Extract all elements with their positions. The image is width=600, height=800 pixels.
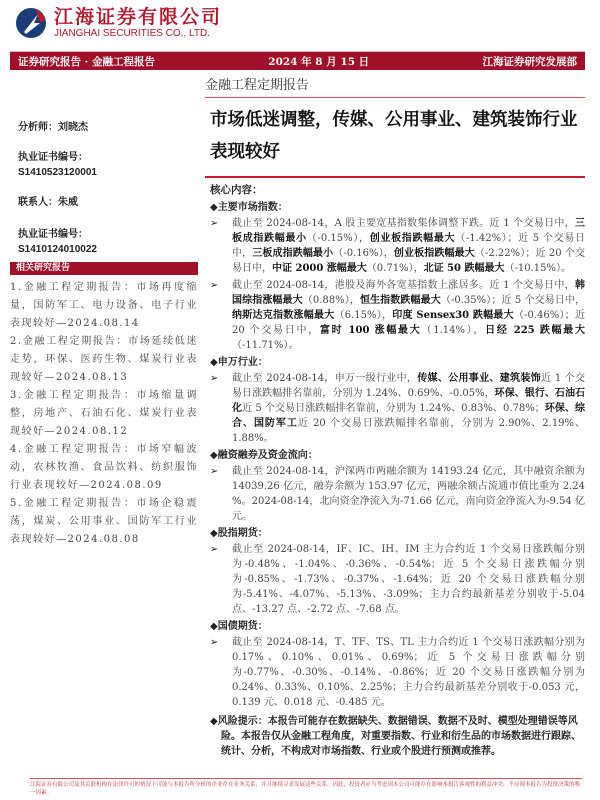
cert-label: 执业证书编号： bbox=[18, 152, 88, 163]
body-text: 截止至 2024-08-14，IF、IC、IH、IM 主力合约近 1 个交易日涨跌幅分别为-0.48%、-1.04%、-0.36%、-0.54%；近 5 个交易日涨跌幅分别为-0.85%、-1.73%、-0.37%、-1.64%；近 20 个交易日涨跌幅分别为-5.41%、-4.07%、-5.13%、-3.09%；主力合约最新基差分别收于-5.04 点、-13.27 点、-2.72 点、-7.68 点。 bbox=[232, 544, 585, 615]
highlight-text: 日经 225 跌幅最大 bbox=[485, 325, 585, 336]
section-title: ◆融资融券及资金流向： bbox=[210, 450, 318, 461]
bullet-paragraph bbox=[210, 278, 585, 353]
section-title: ◆国债期货： bbox=[210, 621, 268, 632]
body-text: （-0.35%）；近 5 个交易日中， bbox=[440, 295, 586, 306]
highlight-text: 传媒、公用事业、建筑装饰 bbox=[417, 373, 542, 384]
highlight-text: 三板成指跌幅最小 bbox=[232, 218, 585, 244]
arrow-bullet-icon: ➢ bbox=[210, 637, 219, 648]
logo-mark-icon bbox=[14, 6, 48, 40]
body-text: 近 20 个交易日涨跌幅排名靠前，分别为 2.90%、2.19%、1.88%。 bbox=[232, 418, 586, 444]
cert-number: S1410124010022 bbox=[18, 244, 97, 255]
report-type: 金融工程定期报告 bbox=[205, 78, 310, 93]
body-text: 截止至 2024-08-14，沪深两市两融余额为 14193.24 亿元，其中融资余额为 14039.26 亿元，融券余额为 153.97 亿元，两融余额占流通市值比重为 2.24 %。2024-08-14，北向资金净流入为-71.66 亿元，南向资金净流入为-9.54 亿元。 bbox=[232, 466, 585, 522]
body-text: （6.15%）， bbox=[334, 310, 393, 321]
page-title: 市场低迷调整，传媒、公用事业、建筑装饰行业表现较好 bbox=[210, 110, 578, 162]
body-text: （0.71%）， bbox=[366, 263, 424, 274]
report-category: 证券研究报告 · 金融工程报告 bbox=[18, 55, 155, 68]
core-label: 核心内容： bbox=[210, 184, 263, 196]
body-text: （-10.15%）。 bbox=[504, 263, 571, 274]
arrow-bullet-icon: ➢ bbox=[210, 280, 219, 291]
highlight-text: 富时 100 涨幅最大 bbox=[319, 325, 422, 336]
highlight-text: 创业板指跌幅最大 bbox=[369, 233, 456, 244]
related-report-link[interactable]: 5.金融工程定期报告：市场企稳震荡，煤炭、公用事业、国防军工行业表现较好—2024.08.08 bbox=[10, 498, 198, 545]
bullet-paragraph bbox=[210, 635, 585, 710]
highlight-text: 韩国综指涨幅最大 bbox=[232, 280, 585, 306]
highlight-text: 恒生指数跌幅最大 bbox=[359, 295, 441, 306]
cert-label: 执业证书编号： bbox=[18, 229, 88, 240]
logo-en: JIANGHAI SECURITIES CO., LTD. bbox=[54, 28, 210, 39]
related-reports-header: 相关研究报告 bbox=[10, 262, 198, 275]
report-date: 2024 年 8 月 15 日 bbox=[268, 55, 370, 68]
contact: 联系人：朱威 bbox=[18, 197, 78, 208]
section-title: ◆申万行业： bbox=[210, 357, 268, 368]
core-content bbox=[210, 182, 585, 759]
related-report-link[interactable]: 2.金融工程定期报告：市场延续低迷走势，环保、医药生物、煤炭行业表现较好—2024.08.13 bbox=[10, 336, 198, 383]
highlight-text: 创业板指跌幅最大 bbox=[393, 248, 475, 259]
risk-warning: ◆风险提示：本报告可能存在数据缺失、数据错误、数据不及时、模型处理错误等风险。本报告仅从金融工程角度，对重要指数、行业和衍生品的市场数据进行跟踪、统计、分析，不构成对市场指数、行业或个股进行预测或推荐。 bbox=[210, 716, 581, 757]
disclaimer: 江海证券有限公司及其关联机构在法律许可的情况下可能与本报告所分析的企业存在业务关系，并且继续寻求发展这些关系。因此，投资者应当考虑到本公司可能存在影响本报告客观性的利益冲突，不应视本报告为投资决策的唯一因素。 bbox=[30, 782, 581, 796]
body-text: （-1.42%）；近 5 个交易日中， bbox=[232, 233, 586, 259]
related-reports-list bbox=[10, 279, 198, 549]
logo-cn: 江海证券有限公司 bbox=[54, 6, 223, 28]
bullet-paragraph bbox=[210, 216, 585, 276]
body-text: 近 5 个交易日涨跌幅排名靠前，分别为 1.24%、0.83%、0.78%； bbox=[242, 403, 545, 414]
body-text: （-2.22%）；近 20 个交易日中， bbox=[232, 248, 586, 274]
body-text: （-0.46%）；近 20 个交易日中， bbox=[232, 310, 585, 336]
related-report-link[interactable]: 4.金融工程定期报告：市场窄幅波动，农林牧渔、食品饮料、纺织服饰行业表现较好—2024.08.09 bbox=[10, 444, 198, 491]
cert-number: S1410523120001 bbox=[18, 167, 97, 178]
section-title: ◆主要市场指数： bbox=[210, 202, 288, 213]
body-text: 截止至 2024-08-14，T、TF、TS、TL 主力合约近 1 个交易日涨跌幅分别为 0.17%、0.10%、0.01%、0.69%；近 5 个交易日涨跌幅分别为-0.77%、-0.30%、-0.14%、-0.86%；近 20 个交易日涨跌幅分别为 0.24%、0.33%、0.10%、2.25%；主力合约最新基差分别收于-0.053 元，0.139 元、0.018 元、-0.485 元。 bbox=[232, 637, 585, 708]
divider bbox=[205, 176, 585, 178]
highlight-text: 北证 50 跌幅最大 bbox=[423, 263, 505, 274]
body-text: （1.14%）， bbox=[421, 325, 486, 336]
body-text: （-0.15%）， bbox=[306, 233, 370, 244]
highlight-text: 环保、综合、国防军工 bbox=[232, 403, 586, 429]
body-text: 截止至 2024-08-14，港股及海外各宽基指数上涨居多。近 1 个交易日中， bbox=[232, 280, 575, 291]
department: 江海证券研究发展部 bbox=[482, 55, 577, 68]
company-logo bbox=[14, 6, 222, 40]
divider bbox=[30, 778, 582, 779]
highlight-text: 三板成指跌幅最小 bbox=[252, 248, 334, 259]
highlight-text: 印度 Sensex30 跌幅最大 bbox=[392, 310, 514, 321]
arrow-bullet-icon: ➢ bbox=[210, 373, 219, 384]
body-text: 截止至 2024-08-14，申万一级行业中， bbox=[232, 373, 418, 384]
section-title: ◆股指期货： bbox=[210, 528, 268, 539]
divider bbox=[205, 97, 585, 98]
highlight-text: 中证 2000 涨幅最大 bbox=[272, 263, 367, 274]
analyst: 分析师：刘晓杰 bbox=[18, 122, 88, 133]
related-report-link[interactable]: 1.金融工程定期报告：市场再度缩量，国防军工、电力设备、电子行业表现较好—2024.08.14 bbox=[10, 282, 198, 329]
bullet-paragraph bbox=[210, 542, 585, 617]
highlight-text: 纳斯达克指数涨幅最大 bbox=[232, 310, 335, 321]
bullet-paragraph bbox=[210, 371, 585, 446]
highlight-text: 环保、银行、石油石化 bbox=[232, 388, 585, 414]
related-report-link[interactable]: 3.金融工程定期报告：市场缩量调整，房地产、石油石化、煤炭行业表现较好—2024.08.12 bbox=[10, 390, 198, 437]
arrow-bullet-icon: ➢ bbox=[210, 466, 219, 477]
body-text: （-11.71%）。 bbox=[232, 340, 299, 351]
body-text: （0.88%）， bbox=[302, 295, 360, 306]
arrow-bullet-icon: ➢ bbox=[210, 544, 219, 555]
bullet-paragraph bbox=[210, 464, 585, 524]
body-text: 近 1 个交易日涨跌幅排名靠前，分别为 1.24%、0.69%、-0.05%， bbox=[232, 373, 585, 399]
arrow-bullet-icon: ➢ bbox=[210, 218, 219, 229]
body-text: （-0.16%）， bbox=[333, 248, 394, 259]
body-text: 截止至 2024-08-14，A 股主要宽基指数集体调整下跌。近 1 个交易日中， bbox=[232, 218, 575, 229]
header-bar bbox=[10, 52, 585, 70]
